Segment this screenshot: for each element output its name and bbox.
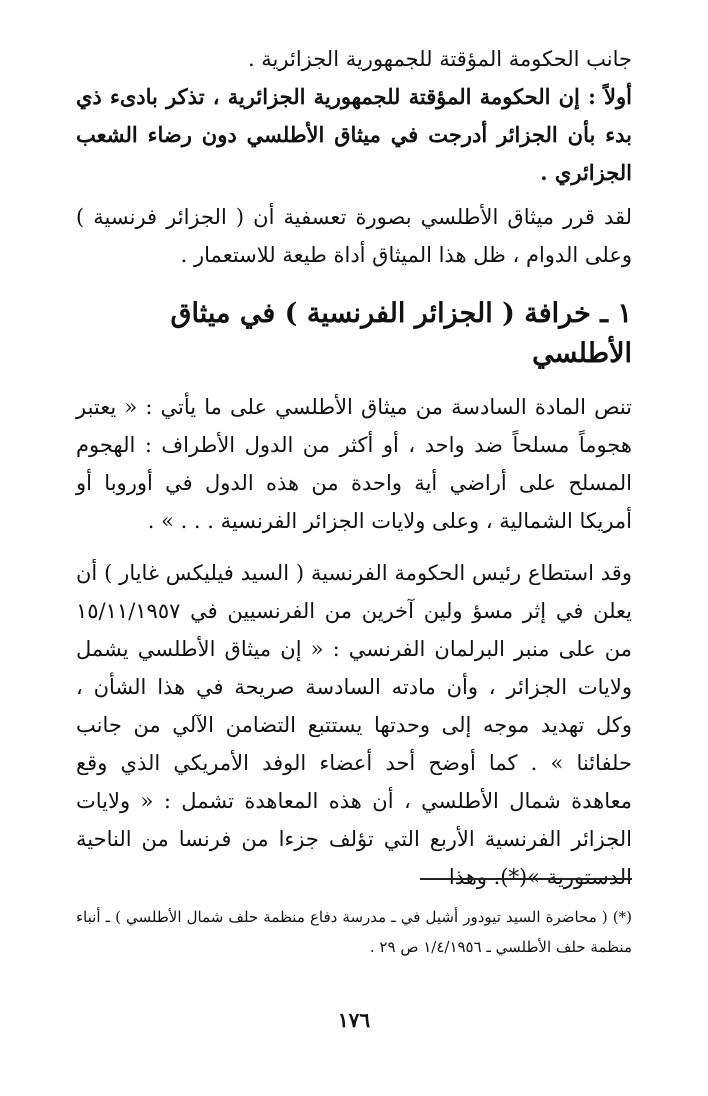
atlantic-charter-paragraph: لقد قرر ميثاق الأطلسي بصورة تعسفية أن ( الجزائر فرنسية ) وعلى الدوام ، ظل هذا الميثاق أداة طيعة للاستعمار . [76,205,632,267]
section-heading: ١ ـ خرافة ( الجزائر الفرنسية ) في ميثاق الأطلسي [170,298,632,369]
first-point-paragraph: أولاً : إن الحكومة المؤقتة للجمهورية الجزائرية ، تذكر بادىء ذي بدء بأن الجزائر أدرجت في ميثاق الأطلسي دون رضاء الشعب الجزائري . [76,84,632,185]
footnote-divider [420,878,632,880]
intro-continuation: جانب الحكومة المؤقتة للجمهورية الجزائرية . [247,47,632,71]
page-body [76,40,632,896]
footnote: (*) ( محاضرة السيد تيودور أشيل في ـ مدرسة دفاع منظمة حلف شمال الأطلسي ) ـ أنباء منظمة حلف الأطلسي ـ ١/٤/١٩٥٦ ص ٢٩ . [76,908,632,956]
page-number: ١٧٦ [337,1008,371,1032]
gaillard-statement-paragraph: وقد استطاع رئيس الحكومة الفرنسية ( السيد فيليكس غايار ) أن يعلن في إثر مسؤ ولين آخرين من الفرنسيين في ١٥/١١/١٩٥٧ من على منبر البرلمان الفرنسي : « إن ميثاق الأطلسي يشمل ولايات الجزائر ، وأن مادته السادسة صريحة في هذا الشأن ، وكل تهديد موجه إلى وحدتها يستتبع التضامن الآلي من جانب حلفائنا » . كما أوضح أحد أعضاء الوفد الأمريكي الذي وقع معاهدة شمال الأطلسي ، أن هذه المعاهدة تشمل : « ولايات الجزائر الفرنسية الأربع التي تؤلف جزءا من فرنسا من الناحية الدستورية »(*). وهذا [76,561,632,889]
article-six-paragraph: تنص المادة السادسة من ميثاق الأطلسي على ما يأتي : « يعتبر هجوماً مسلحاً ضد واحد ، أو أكثر من الدول الأطراف : الهجوم المسلح على أراضي أية واحدة من هذه الدول في أوروبا أو أمريكا الشمالية ، وعلى ولايات الجزائر الفرنسية . . . » . [76,395,632,533]
